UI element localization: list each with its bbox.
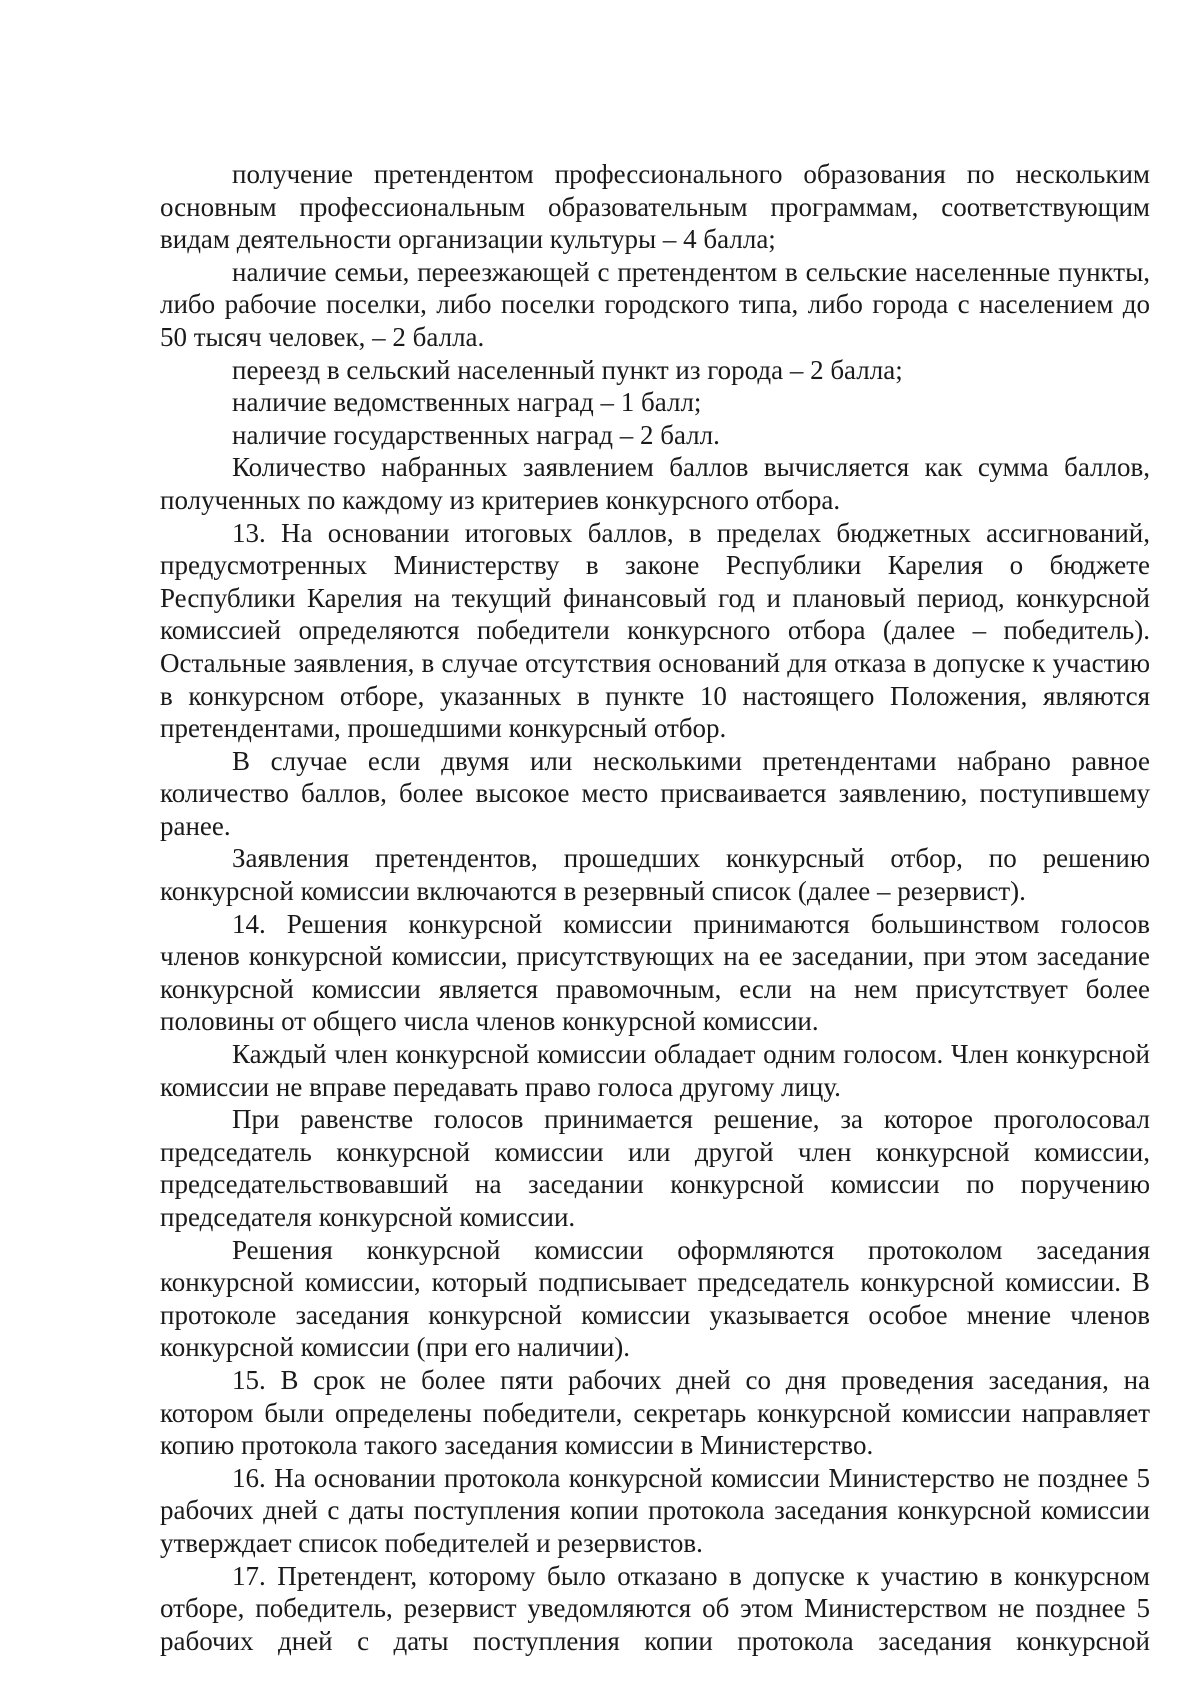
paragraph: 13. На основании итоговых баллов, в пределах бюджетных ассигнований, предусмотренных Министерству в законе Республики Карелия о бюджете Республики Карелия на текущий финансовый год и плановый период, конкурсной комиссией определяются победители конкурсного отбора (далее – победитель). Остальные заявления, в случае отсутствия оснований для отказа в допуске к участию в конкурсном отборе, указанных в пункте 10 настоящего Положения, являются претендентами, прошедшими конкурсный отбор. bbox=[160, 517, 1150, 744]
paragraph: Каждый член конкурсной комиссии обладает одним голосом. Член конкурсной комиссии не вправе передавать право голоса другому лицу. bbox=[160, 1039, 1150, 1102]
paragraph: наличие государственных наград – 2 балл. bbox=[232, 419, 720, 450]
paragraph: наличие ведомственных наград – 1 балл; bbox=[232, 387, 702, 418]
paragraph: получение претендентом профессионального образования по нескольким основным профессиональным образовательным программам, соответствующим видам деятельности организации культуры – 4 балла; bbox=[160, 159, 1150, 255]
document-body bbox=[160, 158, 1150, 1657]
paragraph: переезд в сельский населенный пункт из города – 2 балла; bbox=[232, 354, 903, 385]
paragraph: 14. Решения конкурсной комиссии принимаются большинством голосов членов конкурсной комиссии, присутствующих на ее заседании, при этом заседание конкурсной комиссии является правомочным, если на нем присутствует более половины от общего числа членов конкурсной комиссии. bbox=[160, 908, 1150, 1037]
paragraph: При равенстве голосов принимается решение, за которое проголосовал председатель конкурсной комиссии или другой член конкурсной комиссии, председательствовавший на заседании конкурсной комиссии по поручению председателя конкурсной комиссии. bbox=[160, 1104, 1150, 1232]
paragraph: Количество набранных заявлением баллов вычисляется как сумма баллов, полученных по каждому из критериев конкурсного отбора. bbox=[160, 452, 1150, 515]
paragraph: наличие семьи, переезжающей с претендентом в сельские населенные пункты, либо рабочие поселки, либо поселки городского типа, либо города с населением до 50 тысяч человек, – 2 балла. bbox=[160, 256, 1150, 352]
paragraph: 15. В срок не более пяти рабочих дней со дня проведения заседания, на котором были определены победители, секретарь конкурсной комиссии направляет копию протокола такого заседания комиссии в Министерство. bbox=[160, 1364, 1150, 1461]
paragraph: 16. На основании протокола конкурсной комиссии Министерство не позднее 5 рабочих дней с даты поступления копии протокола заседания конкурсной комиссии утверждает список победителей и резервистов. bbox=[160, 1462, 1150, 1558]
paragraph: 17. Претендент, которому было отказано в допуске к участию в конкурсном отборе, победитель, резервист уведомляются об этом Министерством не позднее 5 рабочих дней с даты поступления копии протокола заседания конкурсной bbox=[160, 1560, 1150, 1656]
paragraph: Решения конкурсной комиссии оформляются протоколом заседания конкурсной комиссии, который подписывает председатель конкурсной комиссии. В протоколе заседания конкурсной комиссии указывается особое мнение членов конкурсной комиссии (при его наличии). bbox=[160, 1234, 1150, 1363]
paragraph: В случае если двумя или несколькими претендентами набрано равное количество баллов, более высокое место присваивается заявлению, поступившему ранее. bbox=[160, 745, 1150, 841]
paragraph: Заявления претендентов, прошедших конкурсный отбор, по решению конкурсной комиссии включаются в резервный список (далее – резервист). bbox=[160, 843, 1150, 907]
